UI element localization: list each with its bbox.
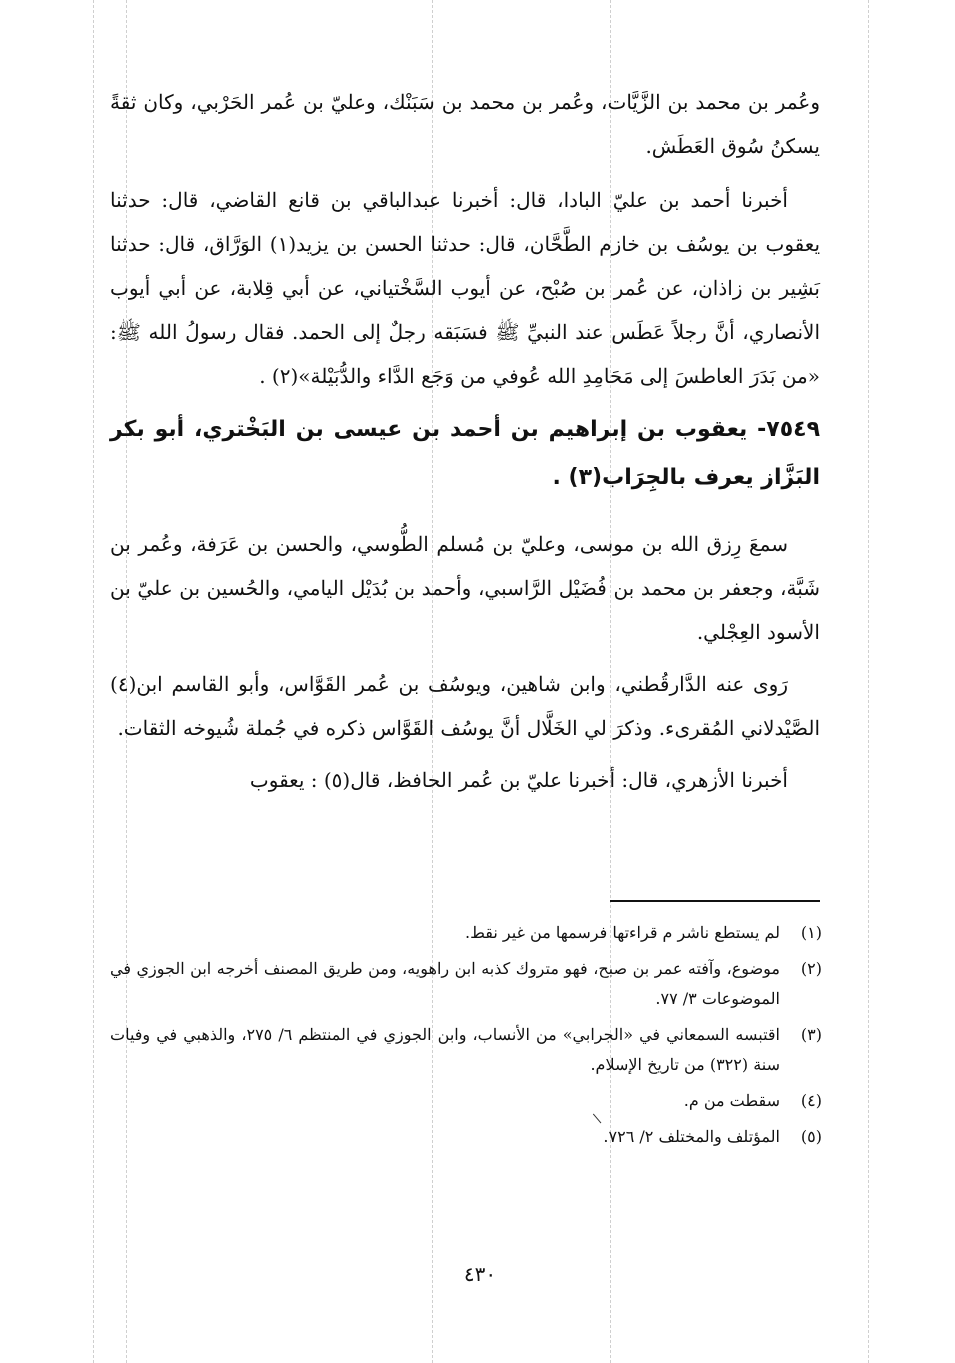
scan-guide-line <box>93 0 94 1363</box>
main-text <box>110 80 820 802</box>
footnote-text: سقطت من م. <box>683 1091 780 1110</box>
footnote-text: لم يستطع ناشر م قراءتها فرسمها من غير نقط. <box>465 923 780 942</box>
page-number: ٤٣٠ <box>463 1262 497 1286</box>
scan-guide-line <box>868 0 869 1363</box>
footnote-number: (٢) <box>800 959 822 978</box>
footnote-item <box>110 1086 822 1116</box>
footnote-item <box>110 918 822 948</box>
footnote-item <box>110 954 822 1014</box>
paragraph-narrators: رَوى عنه الدَّارقُطني، وابن شاهين، ويوسُف بن عُمر القَوَّاس، وأبو القاسم ابن(٤) الصَّيْدلاني المُقرىء. وذكرَ لي الخَلَّال أنَّ يوسُف القَوَّاس ذكره في جُملة شُيوخه الثقات. <box>110 672 820 740</box>
entry-heading: ٧٥٤٩- يعقوب بن إبراهيم بن أحمد بن عيسى بن البَخْتري، أبو بكر البَزَّاز يعرف بالجِرَاب(٣) . <box>110 417 820 490</box>
footnote-item <box>110 1122 822 1152</box>
footnote-text: اقتبسه السمعاني في «الجرابي» من الأنساب، وابن الجوزي في المنتظم ٦/ ٢٧٥، والذهبي في وفيات سنة (٣٢٢) من تاريخ الإسلام. <box>110 1025 781 1074</box>
paragraph-teachers: سمعَ رِزق الله بن موسى، وعليّ بن مُسلم الطُّوسي، والحسن بن عَرَفة، وعُمر بن شَبَّة، وجعفر بن محمد بن فُضَيْل الرَّاسبي، وأحمد بن بُدَيْل اليامي، والحُسين بن عليّ بن الأسود العِجْلي. <box>110 532 820 644</box>
footnote-text: موضوع، وآفته عمر بن صبح، فهو متروك كذبه ابن راهويه، ومن طريق المصنف أخرجه ابن الجوزي في الموضوعات ٣/ ٧٧. <box>110 959 780 1008</box>
footnote-text: المؤتلف والمختلف ٢/ ٧٢٦. <box>603 1127 780 1146</box>
footnote-number: (٥) <box>800 1127 822 1146</box>
footnotes <box>110 918 822 1158</box>
paragraph-continuation: وعُمر بن محمد بن الزَّيَّات، وعُمر بن محمد بن سَبَنْك، وعليّ بن عُمر الحَرْبي، وكان ثقةً يسكنُ سُوق العَطَش. <box>110 90 820 158</box>
footnote-number: (٣) <box>800 1025 822 1044</box>
footnote-number: (١) <box>800 923 822 942</box>
paragraph-hadith: أخبرنا أحمد بن عليّ البادا، قال: أخبرنا عبدالباقي بن قانع القاضي، قال: حدثنا يعقوب بن يوسُف بن خازم الطَّحَّان، قال: حدثنا الحسن بن يزيد(١) الوَرَّاق، قال: حدثنا بَشِير بن زاذان، عن عُمر بن صُبْح، عن أيوب السَّخْتياني، عن أبي قِلابة، عن أبي أيوب الأنصاري، أنَّ رجلاً عَطَس عند النبيِّ ﷺ فسَبَقه رجلٌ إلى الحمد. فقال رسولُ الله ﷺ: «من بَدَرَ العاطسَ إلى مَحَامِدِ الله عُوفي من وَجَع الدَّاء والدُّبَيْلة»(٢) . <box>110 188 821 388</box>
footnote-item <box>110 1020 822 1080</box>
paragraph-isnad: أخبرنا الأزهري، قال: أخبرنا عليّ بن عُمر الحافظ، قال(٥) : يعقوب <box>249 768 788 792</box>
footnote-number: (٤) <box>800 1091 822 1110</box>
footnote-separator <box>610 900 820 902</box>
